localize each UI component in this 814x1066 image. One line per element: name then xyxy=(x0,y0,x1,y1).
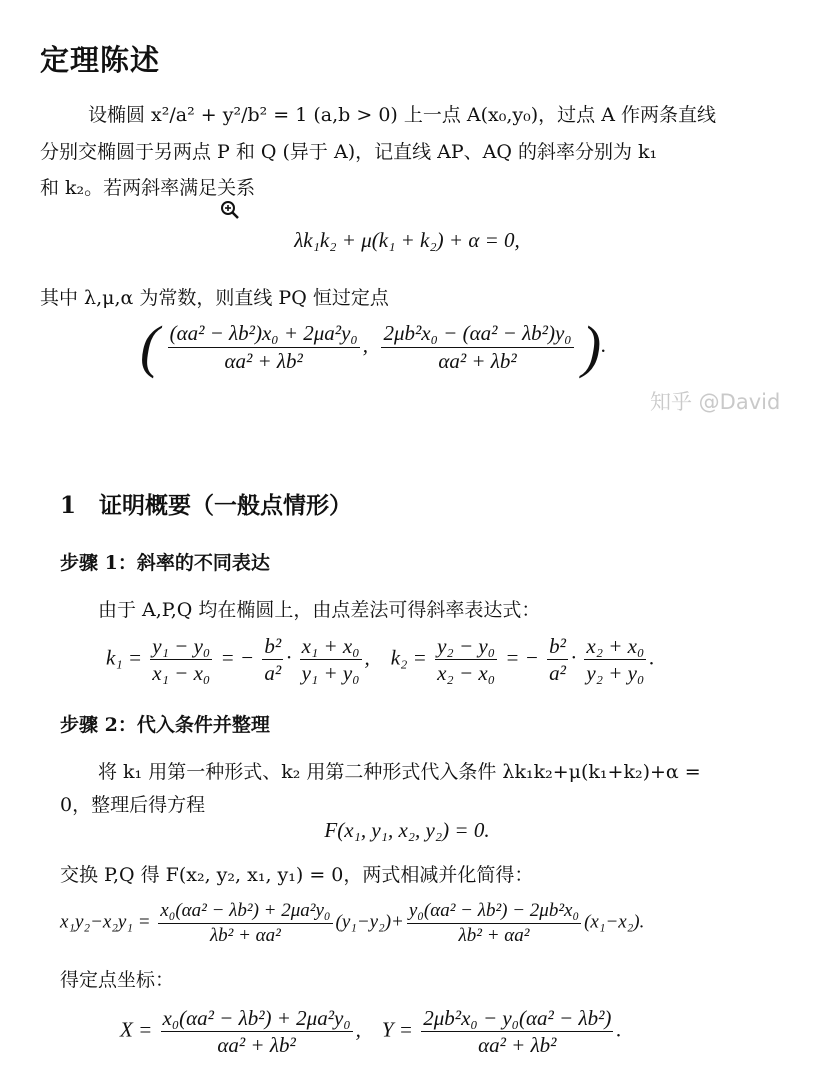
fixed-y-denominator: αa² + λb² xyxy=(438,348,517,373)
diff-frac2-num: y₀(αa² − λb²) − 2μb²x₀ xyxy=(407,900,581,924)
step2-line-2: 0，整理后得方程 xyxy=(60,794,206,816)
k2-mid: = − xyxy=(505,645,539,670)
X-numerator: x₀(αa² − λb²) + 2μa²y₀ xyxy=(161,1006,353,1032)
k2-frac1-den: x₂ − x₀ xyxy=(437,661,495,686)
theorem-line-2: 分别交椭圆于另两点 P 和 Q (异于 A)，记直线 AP、AQ 的斜率分别为 k₁ xyxy=(40,141,658,163)
zoom-in-icon[interactable] xyxy=(220,200,240,220)
Y-denominator: αa² + λb² xyxy=(478,1033,557,1058)
difference-equation xyxy=(60,900,644,947)
theorem-line-1: 设椭圆 x²/a² + y²/b² = 1 (a,b > 0) 上一点 A(x₀,y₀)，过点 A 作两条直线 xyxy=(88,104,716,126)
k1-frac1-num: y₁ − y₀ xyxy=(150,634,212,660)
theorem-line-3: 和 k₂。若两斜率满足关系 xyxy=(40,177,256,199)
diff-frac1-num: x₀(αa² − λb²) + 2μa²y₀ xyxy=(158,900,332,924)
step1-text: 由于 A,P,Q 均在椭圆上，由点差法可得斜率表达式： xyxy=(98,599,541,621)
page-title: 定理陈述 xyxy=(40,43,161,77)
theorem-line-4: 其中 λ,μ,α 为常数，则直线 PQ 恒过定点 xyxy=(40,287,389,309)
right-paren: ) xyxy=(581,314,602,379)
fixed-x-denominator: αa² + λb² xyxy=(224,348,303,373)
k1-frac3-num: x₁ + x₀ xyxy=(300,634,362,660)
watermark: 知乎 @David xyxy=(650,390,781,414)
diff-lhs: x₁y₂−x₂y₁ = xyxy=(60,911,151,933)
swap-line: 交换 P,Q 得 F(x₂, y₂, x₁, y₁) = 0，两式相减并化简得： xyxy=(60,864,534,886)
left-paren: ( xyxy=(140,314,160,379)
F-equation: F(x₁, y₁, x₂, y₂) = 0. xyxy=(324,818,490,842)
k1-frac2-den: a² xyxy=(264,661,282,686)
Y-lhs: Y = xyxy=(381,1017,413,1042)
X-lhs: X = xyxy=(120,1017,153,1042)
X-denominator: αa² + λb² xyxy=(217,1033,296,1058)
step2-line-1: 将 k₁ 用第一种形式、k₂ 用第二种形式代入条件 λk₁k₂+μ(k₁+k₂)+α = xyxy=(98,761,701,783)
Y-numerator: 2μb²x₀ − y₀(αa² − λb²) xyxy=(421,1006,613,1032)
step2-title: 步骤 2：代入条件并整理 xyxy=(60,714,270,736)
k1-frac3-den: y₁ + y₀ xyxy=(301,661,360,686)
k2-lhs: k₂ = xyxy=(390,645,427,670)
diff-mid: (y₁−y₂)+ xyxy=(335,911,404,933)
fixed-point-formula: ( $\frac{\text{(αa² − λb²)x₀ + 2μa²y₀}}{\text{αa² + λb²}}$ , $\frac{\text{2μb²x₀ − (αa² − λb²)y₀}}{\text{αa² + λb²}}$ ). xyxy=(140,314,607,379)
fixed-y-numerator: 2μb²x₀ − (αa² − λb²)y₀ xyxy=(381,321,573,347)
diff-frac2-den: λb² + αa² xyxy=(458,924,530,946)
k2-frac1-num: y₂ − y₀ xyxy=(435,634,497,660)
slope-expressions: k₁ = $\frac{\text{y₁ − y₀}}{\text{x₁ − x₀}}$ = − $\frac{\text{b²}}{\text{a²}}$ · $\frac{\text{x₁ + x₀}}{\text{y₁ + y₀}}$ , k₂ = $\frac{\text{y₂ − y₀}}{\text{x₂ − x₀}}$ = − $\frac{\text{b²}}{\text{a²}}$ · $\frac{\text{x₂ + x₀}}{\text{y₂ + y₀}}$ . xyxy=(106,634,655,686)
k1-lhs: k₁ = xyxy=(106,645,143,670)
section-title: 1 证明概要（一般点情形） xyxy=(60,492,353,519)
fixed-point-coordinates: X = $\frac{\text{x₀(αa² − λb²) + 2μa²y₀}}{\text{αa² + λb²}}$ , Y = $\frac{\text{2μb²x₀ − y₀(αa² − λb²)}}{\text{αa² + λb²}}$ . xyxy=(120,1006,622,1058)
k1-frac2-num: b² xyxy=(262,634,283,660)
fixed-point-label: 得定点坐标： xyxy=(60,969,175,991)
diff-tail: (x₁−x₂). xyxy=(584,911,645,933)
diff-frac1-den: λb² + αa² xyxy=(209,924,281,946)
k2-frac3-num: x₂ + x₀ xyxy=(584,634,646,660)
relation-equation: λk₁k₂ + μ(k₁ + k₂) + α = 0, xyxy=(294,228,520,252)
k2-frac2-num: b² xyxy=(547,634,568,660)
k1-frac1-den: x₁ − x₀ xyxy=(152,661,211,686)
k2-frac2-den: a² xyxy=(549,661,566,686)
k1-mid: = − xyxy=(220,645,255,670)
fixed-x-numerator: (αa² − λb²)x₀ + 2μa²y₀ xyxy=(168,321,360,347)
k2-frac3-den: y₂ + y₀ xyxy=(586,661,645,686)
step1-title: 步骤 1：斜率的不同表达 xyxy=(60,552,270,574)
